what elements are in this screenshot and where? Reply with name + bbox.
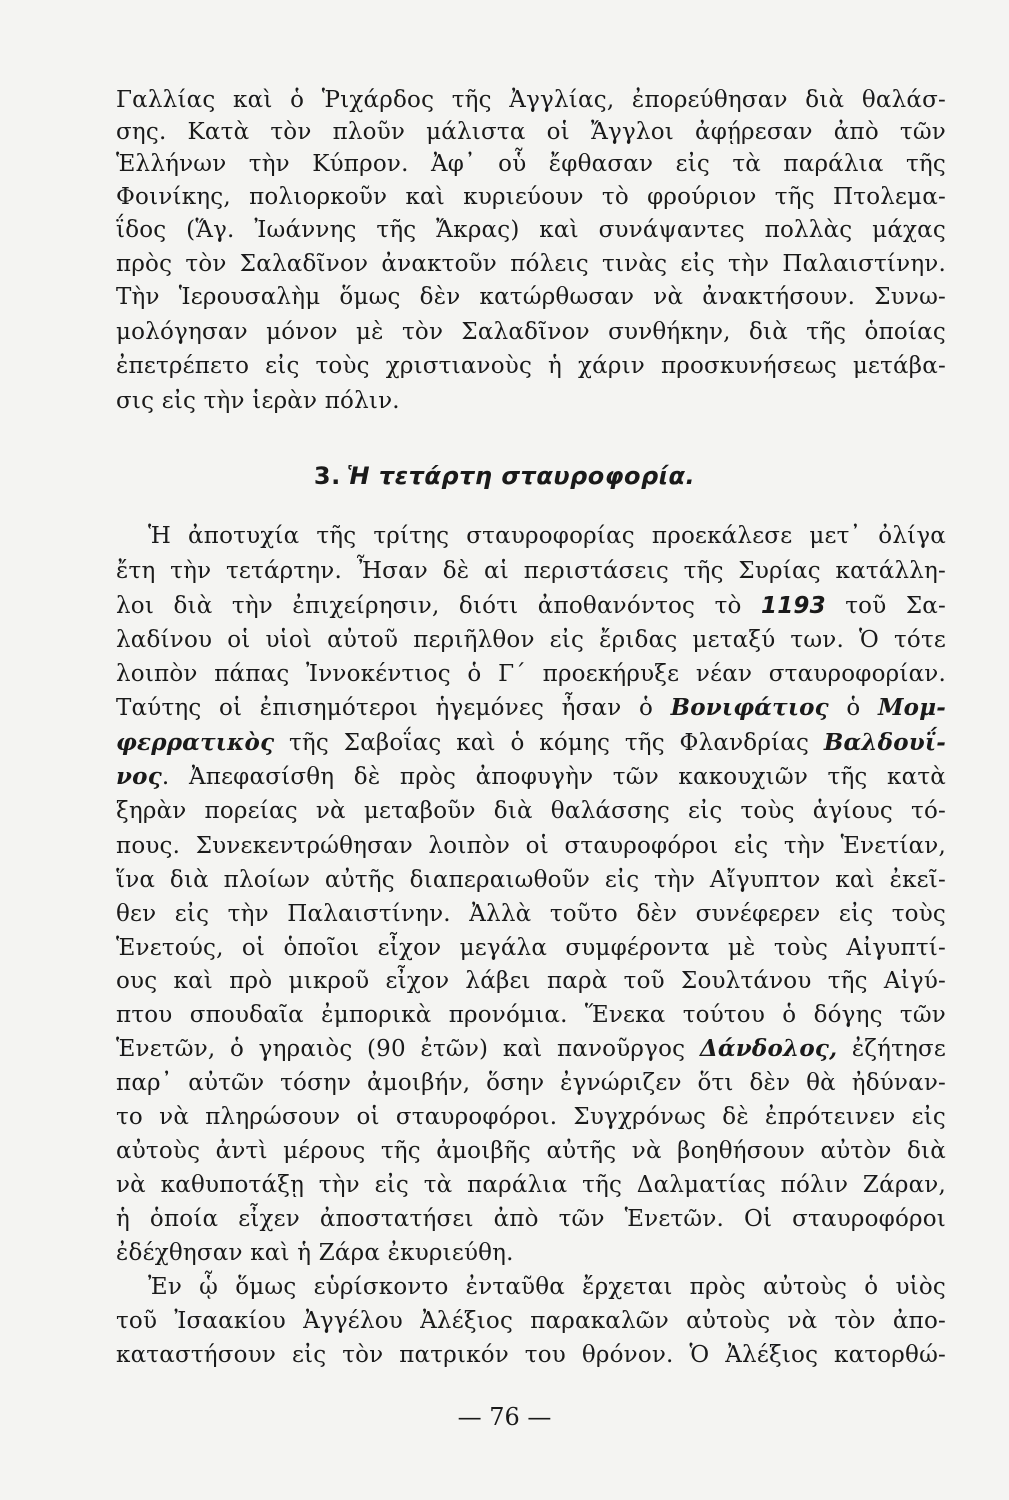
section-heading (0, 461, 1009, 491)
emphasis-name: Βαλδουΐ- (823, 729, 946, 756)
text-line (116, 626, 946, 654)
emphasis-name: Βονιφάτιος (670, 694, 829, 721)
line-text: ἐζήτησε (837, 1036, 946, 1062)
text-line (116, 1137, 946, 1165)
line-text: ἔτη τὴν τετάρτην. Ἦσαν δὲ αἱ περιστάσεις τῆς Συρίας κατάλλη- (116, 558, 946, 584)
text-line: ΐδος (Ἅγ. Ἰωάννης τῆς Ἄκρας) καὶ συνάψαντες πολλὰς μάχας (116, 217, 946, 243)
line-text: θεν εἰς τὴν Παλαιστίνην. Ἀλλὰ τοῦτο δὲν συνέφερεν εἰς τοὺς (116, 901, 946, 927)
text-line (116, 557, 946, 585)
text-line (116, 1273, 946, 1301)
text-line (116, 832, 946, 860)
line-text: ἡ ὁποία εἶχεν ἀποστατήσει ἀπὸ τῶν Ἑνετῶν. Οἱ σταυροφόροι (116, 1206, 946, 1232)
line-text: λοι διὰ τὴν ἐπιχείρησιν, διότι ἀποθανόντος τὸ (116, 593, 761, 619)
line-text: ἵνα διὰ πλοίων αὐτῆς διαπεραιωθοῦν εἰς τὴν Αἴγυπτον καὶ ἐκεῖ- (116, 867, 946, 893)
line-text: λαδίνου οἱ υἱοὶ αὐτοῦ περιῆλθον εἰς ἔριδας μεταξύ των. Ὁ τότε (116, 627, 946, 653)
text-line (116, 763, 946, 791)
text-line (116, 1035, 946, 1063)
line-text: Ἐν ᾧ ὅμως εὑρίσκοντο ἐνταῦθα ἔρχεται πρὸς αὐτοὺς ὁ υἱὸς (148, 1274, 946, 1300)
text-line (116, 592, 946, 620)
text-line: Ἑλλήνων τὴν Κύπρον. Ἀφ᾿ οὗ ἔφθασαν εἰς τὰ παράλια τῆς (116, 151, 946, 177)
text-line: μολόγησαν μόνον μὲ τὸν Σαλαδῖνον συνθήκην, διὰ τῆς ὁποίας (116, 319, 946, 345)
line-text: Ἑνετῶν, ὁ γηραιὸς (90 ἐτῶν) καὶ πανοῦργος (116, 1036, 700, 1062)
line-text: Ταύτης οἱ ἐπισημότεροι ἡγεμόνες ἦσαν ὁ (116, 695, 671, 721)
line-text: λοιπὸν πάπας Ἰννοκέντιος ὁ Γ´ προεκήρυξε νέαν σταυροφορίαν. (116, 661, 946, 687)
text-line (116, 900, 946, 928)
text-line (116, 866, 946, 894)
line-text: τῆς Σαβοΐας καὶ ὁ κόμης τῆς Φλανδρίας (274, 730, 824, 756)
line-text: ὁ (828, 695, 879, 721)
line-text: πτου σπουδαῖα ἐμπορικὰ προνόμια. Ἕνεκα τούτου ὁ δόγης τῶν (116, 1002, 946, 1028)
text-line (116, 1069, 946, 1097)
line-text: Ἑνετούς, οἱ ὁποῖοι εἶχον μεγάλα συμφέροντα μὲ τοὺς Αἰγυπτί- (116, 935, 946, 961)
line-text: ἐδέχθησαν καὶ ἡ Ζάρα ἐκυριεύθη. (116, 1240, 514, 1266)
text-line: σης. Κατὰ τὸν πλοῦν μάλιστα οἱ Ἄγγλοι ἀφῄρεσαν ἀπὸ τῶν (116, 119, 946, 145)
text-line (116, 1205, 946, 1233)
emphasis-name: Μομ- (878, 694, 946, 721)
line-text: Ἡ ἀποτυχία τῆς τρίτης σταυροφορίας προεκάλεσε μετ᾿ ὀλίγα (148, 523, 946, 549)
emphasis-name: νος (116, 763, 162, 790)
line-text: το νὰ πληρώσουν οἱ σταυροφόροι. Συγχρόνως δὲ ἐπρότεινεν εἰς (116, 1104, 946, 1130)
emphasis-name: Δάνδολος, (699, 1035, 838, 1062)
text-line (116, 694, 946, 722)
text-line: Φοινίκης, πολιορκοῦν καὶ κυριεύουν τὸ φρούριον τῆς Πτολεμα- (116, 184, 946, 210)
line-text: . Ἀπεφασίσθη δὲ πρὸς ἀποφυγὴν τῶν κακουχιῶν τῆς κατὰ (161, 764, 946, 790)
text-line (116, 522, 946, 550)
line-text: νὰ καθυποτάξῃ τὴν εἰς τὰ παράλια τῆς Δαλματίας πόλιν Ζάραν, (116, 1172, 946, 1198)
text-line (116, 797, 946, 825)
text-line: πρὸς τὸν Σαλαδῖνον ἀνακτοῦν πόλεις τινὰς εἰς τὴν Παλαιστίνην. (116, 251, 946, 277)
section-number: 3. (313, 462, 341, 490)
text-line: ἐπετρέπετο εἰς τοὺς χριστιανοὺς ἡ χάριν προσκυνήσεως μετάβα- (116, 353, 946, 379)
line-text: αὐτοὺς ἀντὶ μέρους τῆς ἀμοιβῆς αὐτῆς νὰ βοηθήσουν αὐτὸν διὰ (116, 1138, 946, 1164)
text-line (116, 1171, 946, 1199)
text-line: τοῦ Ἰσαακίου Ἀγγέλου Ἀλέξιος παρακαλῶν αὐτοὺς νὰ τὸν ἀπο- (116, 1308, 946, 1334)
line-text: τοῦ Σα- (825, 593, 946, 619)
text-line (116, 1103, 946, 1131)
text-line (116, 1001, 946, 1029)
line-text: παρ᾿ αὐτῶν τόσην ἀμοιβήν, ὅσην ἐγνώριζεν ὅτι δὲν θὰ ἠδύναν- (116, 1070, 946, 1096)
text-line (116, 934, 946, 962)
line-text: ξηρὰν πορείας νὰ μεταβοῦν διὰ θαλάσσης εἰς τοὺς ἁγίους τό- (116, 798, 946, 824)
section-title: Ἡ τετάρτη σταυροφορία. (346, 462, 696, 490)
emphasis-year: 1193 (760, 593, 826, 619)
text-line (116, 1239, 946, 1267)
line-text: πους. Συνεκεντρώθησαν λοιπὸν οἱ σταυροφόροι εἰς τὴν Ἑνετίαν, (116, 833, 946, 859)
text-line: Γαλλίας καὶ ὁ Ῥιχάρδος τῆς Ἀγγλίας, ἐπορεύθησαν διὰ θαλάσ- (116, 87, 946, 113)
page-number: — 76 — (457, 1403, 552, 1431)
emphasis-name: φερρατικὸς (116, 729, 275, 756)
line-text: ους καὶ πρὸ μικροῦ εἶχον λάβει παρὰ τοῦ Σουλτάνου τῆς Αἰγύ- (116, 968, 946, 994)
text-line (116, 729, 946, 757)
text-line: Τὴν Ἱερουσαλὴμ ὅμως δὲν κατώρθωσαν νὰ ἀνακτήσουν. Συνω- (116, 284, 946, 310)
text-line (116, 967, 946, 995)
text-line: σις εἰς τὴν ἱερὰν πόλιν. (116, 388, 400, 414)
text-line: καταστήσουν εἰς τὸν πατρικόν του θρόνον. Ὁ Ἀλέξιος κατορθώ- (116, 1342, 946, 1368)
text-line (116, 660, 946, 688)
